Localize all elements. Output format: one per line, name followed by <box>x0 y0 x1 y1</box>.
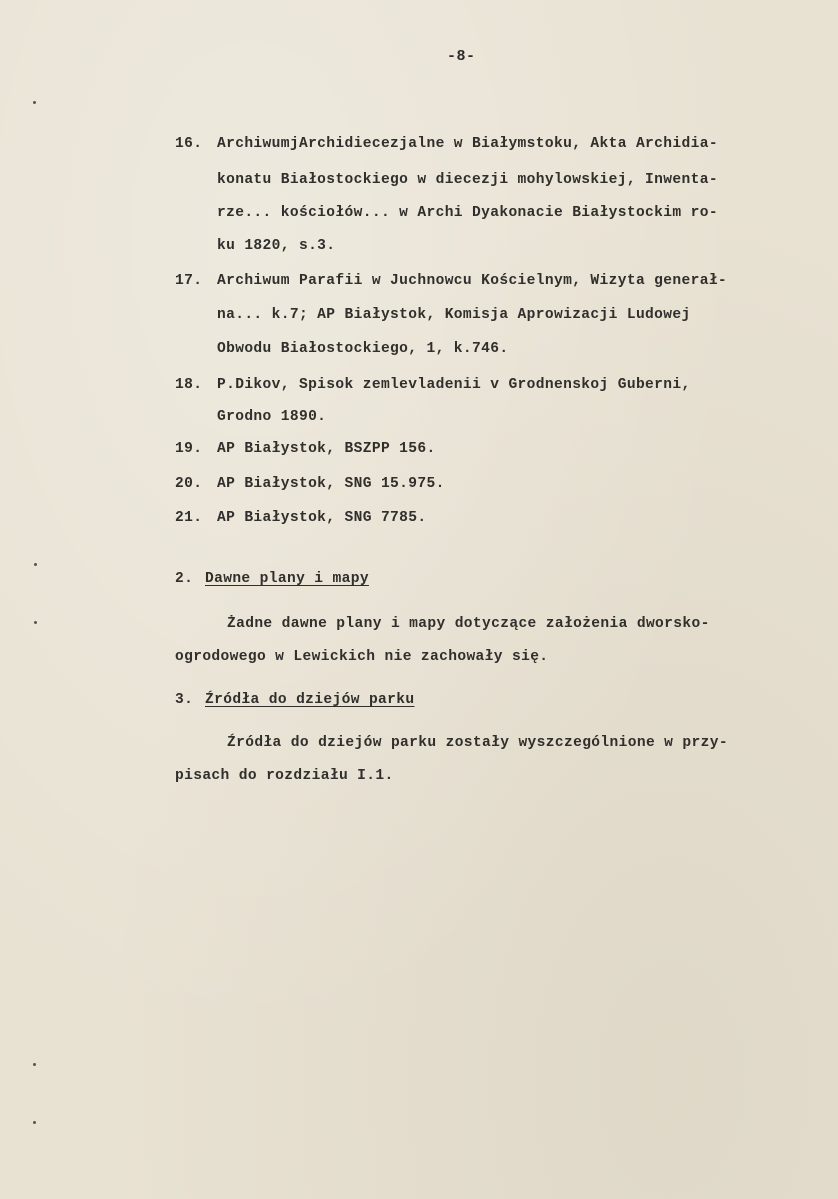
section-2-body-line-1: Żadne dawne plany i mapy dotyczące założenia dworsko- <box>227 616 710 632</box>
footnote-16-line-1 <box>175 136 718 152</box>
scan-speck <box>34 563 37 566</box>
footnote-16-line-3: rze... kościołów... w Archi Dyakonacie Białystockim ro- <box>217 205 718 221</box>
section-heading: Źródła do dziejów parku <box>205 692 415 708</box>
section-2-heading-line <box>175 571 369 587</box>
scan-speck <box>33 1121 36 1124</box>
footnote-19 <box>175 441 436 457</box>
footnote-number: 17. <box>175 273 203 289</box>
footnote-number: 21. <box>175 510 203 526</box>
section-heading: Dawne plany i mapy <box>205 571 369 587</box>
footnote-18-line-1 <box>175 377 691 393</box>
section-number: 3. <box>175 692 194 708</box>
footnote-number: 18. <box>175 377 203 393</box>
footnote-20 <box>175 476 445 492</box>
section-3-body-line-1: Źródła do dziejów parku zostały wyszczególnione w przy- <box>227 735 728 751</box>
footnote-16-line-4: ku 1820, s.3. <box>217 238 336 254</box>
scan-speck <box>34 621 37 624</box>
footnote-17-line-2: na... k.7; AP Białystok, Komisja Aprowizacji Ludowej <box>217 307 691 323</box>
footnote-21 <box>175 510 426 526</box>
section-3-body-line-2: pisach do rozdziału I.1. <box>175 768 394 784</box>
footnote-number: 20. <box>175 476 203 492</box>
footnote-text: AP Białystok, SNG 15.975. <box>217 476 445 492</box>
scan-speck <box>33 101 36 104</box>
footnote-17-line-1 <box>175 273 727 289</box>
section-number: 2. <box>175 571 194 587</box>
footnote-text: AP Białystok, BSZPP 156. <box>217 441 436 457</box>
section-3-heading-line <box>175 692 414 708</box>
footnote-text: AP Białystok, SNG 7785. <box>217 510 427 526</box>
footnote-16-line-2: konatu Białostockiego w diecezji mohylowskiej, Inwenta- <box>217 172 718 188</box>
footnote-text: Archiwum Parafii w Juchnowcu Kościelnym, Wizyta generał- <box>217 273 728 289</box>
page-number: -8- <box>447 48 476 65</box>
footnote-17-line-3: Obwodu Białostockiego, 1, k.746. <box>217 341 509 357</box>
footnote-text: P.Dikov, Spisok zemlevladenii v Grodnenskoj Guberni, <box>217 377 691 393</box>
footnote-number: 19. <box>175 441 203 457</box>
scan-speck <box>33 1063 36 1066</box>
footnote-text: ArchiwumjArchidiecezjalne w Białymstoku, Akta Archidia- <box>217 136 718 152</box>
section-2-body-line-2: ogrodowego w Lewickich nie zachowały się. <box>175 649 549 665</box>
footnote-18-line-2: Grodno 1890. <box>217 409 327 425</box>
footnote-number: 16. <box>175 136 203 152</box>
